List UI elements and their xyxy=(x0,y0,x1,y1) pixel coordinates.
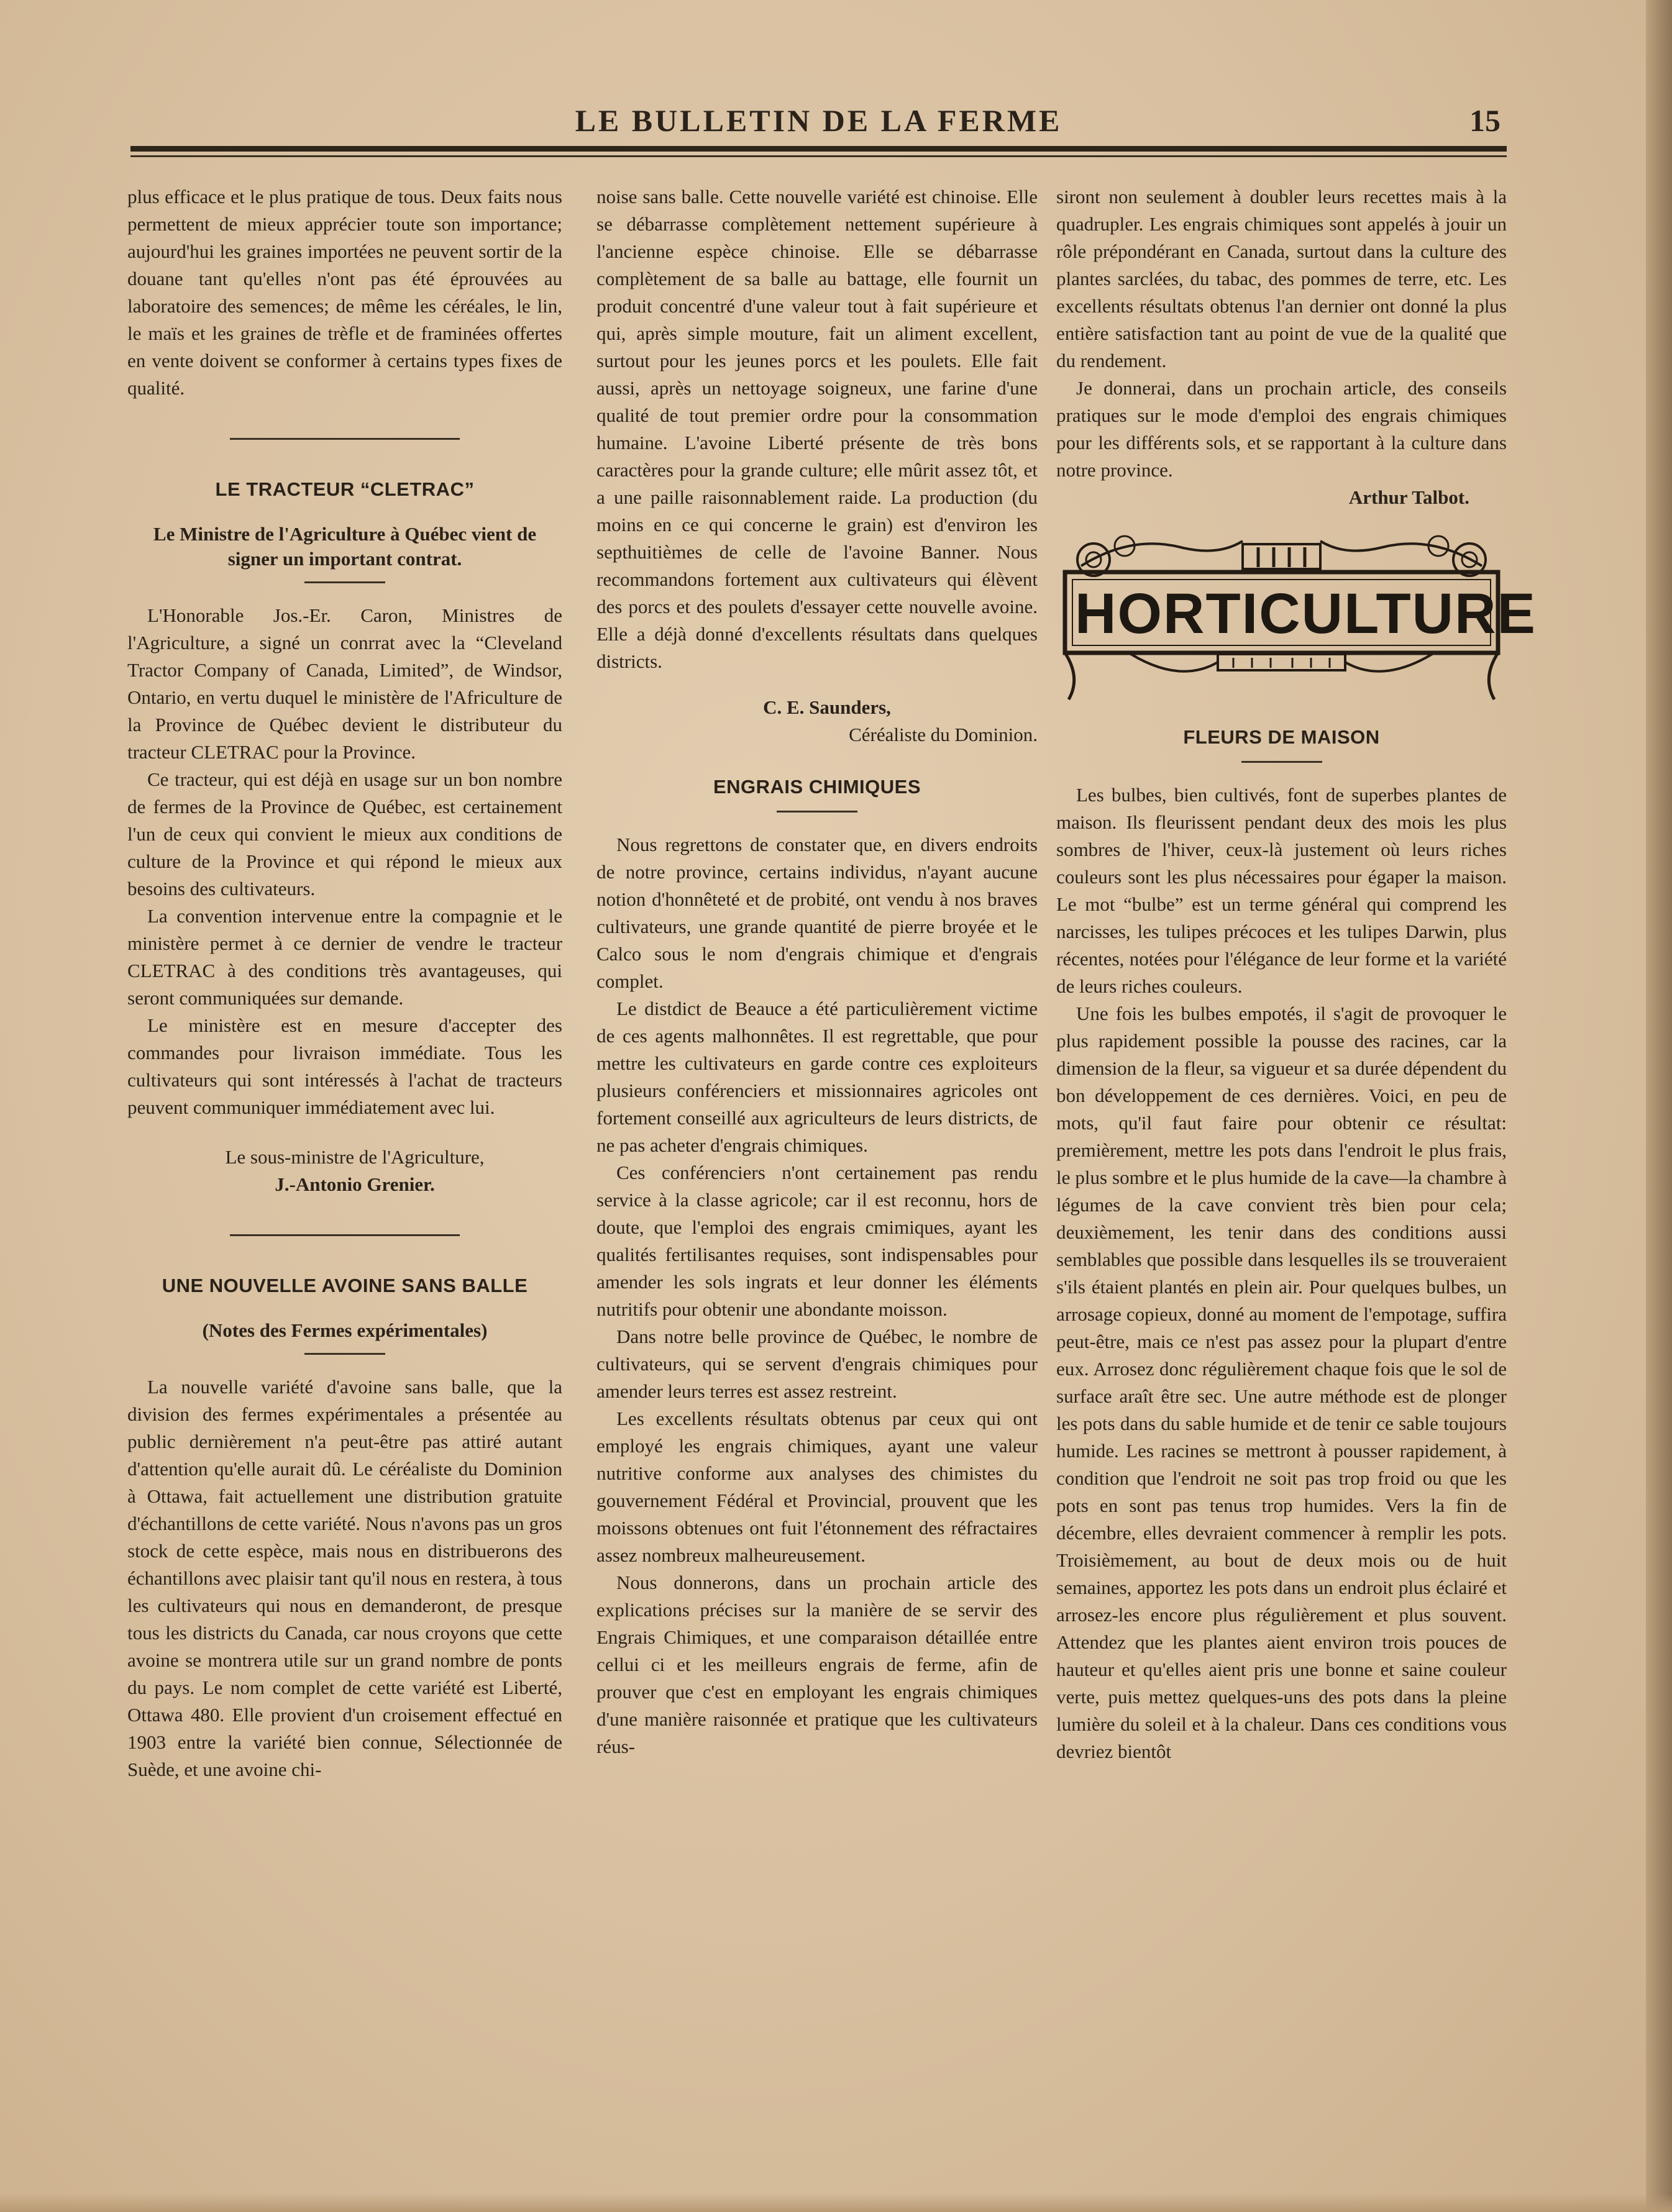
avoine-signature-title: Céréaliste du Dominion. xyxy=(849,724,1038,745)
avoine-signature-name: C. E. Saunders, xyxy=(763,696,891,718)
avoine-continued-paragraph: noise sans balle. Cette nouvelle variété est chinoise. Elle se débarrasse complètement nettement supérieure à l'ancienne espèce chinoise. Elle se débarrasse complètement de sa balle au battage, elle fournit un produit concentré d'une valeur tout à fait supérieure et qui, après simple mouture, fait un aliment excellent, surtout pour les jeunes porcs et les poulets. Elle fait aussi, après un nettoyage soigneux, une farine d'une qualité de tout premier ordre pour la consommation humaine. L'avoine Liberté présente de très bons caractères pour la grande culture; elle mûrit assez tôt, et a une paille raisonnablement raide. La production (du moins en ce qui concerne le grain) est d'environ les septhuitièmes de celle de l'avoine Banner. Nous recommandons fortement aux cultivateurs qui élèvent des porcs et des poulets d'essayer cette nouvelle avoine. Elle a déjà donné d'excellents résultats dans quelques districts. xyxy=(596,186,1038,672)
section-separator xyxy=(230,438,460,440)
section-separator xyxy=(230,1234,460,1236)
page-edge-shadow xyxy=(1646,0,1672,2212)
publication-title: LE BULLETIN DE LA FERME xyxy=(575,103,1062,138)
engrais-paragraph: Les excellents résultats obtenus par ceux qui ont employé les engrais chimiques, ayant une valeur nutritive conforme aux analyses des chimistes du gouvernement Fédéral et Provincial, prouvent que les moissons obtenues ont fuit l'étonnement des réfractaires assez nombreux malheureusement. xyxy=(596,1408,1038,1566)
fleurs-paragraph: Une fois les bulbes empotés, il s'agit de provoquer le plus rapidement possible la pousse des racines, car la dimension de la fleur, sa vigueur et sa durée dépendent du bon développement de ces dernières. Voici, en peu de mots, qu'il faut faire pour obtenir ce résultat: premièrement, mettre les pots dans l'endroit le plus frais, le plus sombre et le plus humide de la cave—la chambre à légumes de la cave convient très bien pour cela; deuxièmement, les tenir dans des conditions aussi semblables que possible dans lesquelles ils se trouveraient s'ils étaient plantés en plein air. Pour quelques bulbes, un arrosage copieux, donné au moment de l'empotage, suffira peut-être, mais ce n'est pas assez pour la plupart d'entre eux. Arrosez donc régulièrement chaque fois que le sol de surface araît être sec. Une autre méthode est de plonger les pots dans du sable humide et de tenir ce sable toujours humide. Les racines se mettront à pousser rapidement, à condition que l'endroit ne soit pas trop froid ou que les pots en sont pas tenus trop humides. Vers la fin de décembre, elles devraient commencer à remplir les pots. Troisièmement, au bout de deux mois ou de huit semaines, apportez les pots dans un endroit plus éclairé et arrosez-les encore plus régulièrement et plus souvent. Attendez que les plantes aient environ trois pouces de hauteur et qu'elles aient pris une bonne et saine couleur verte, puis mettez quelques-uns des pots dans la pleine lumière du soleil et à la chaleur. Dans ces conditions vous devriez bientôt xyxy=(1056,1003,1507,1762)
page-header xyxy=(130,102,1507,149)
avoine-heading: UNE NOUVELLE AVOINE SANS BALLE xyxy=(162,1275,528,1296)
cletrac-subheading: Le Ministre de l'Agriculture à Québec vient de signer un important contrat. xyxy=(153,523,537,570)
page-number: 15 xyxy=(1469,103,1501,138)
cletrac-paragraph: Le ministère est en mesure d'accepter des commandes pour livraison immédiate. Tous les cultivateurs qui sont intéressés à l'achat de tracteurs peuvent communiquer immédiatement avec lui. xyxy=(127,1014,562,1118)
cletrac-signature-title: Le sous-ministre de l'Agriculture, xyxy=(225,1146,485,1168)
engrais-continued-paragraph: Je donnerai, dans un prochain article, des conseils pratiques sur le mode d'emploi des engrais chimiques pour les différents sols, et se rapportant à la culture dans notre province. xyxy=(1056,377,1507,481)
cletrac-short-rule xyxy=(304,581,385,583)
engrais-paragraph: Ces conférenciers n'ont certainement pas rendu service à la classe agricole; car il est reconnu, hors de doute, que l'emploi des engrais cmimiques, ayant les qualités fertilisantes requises, sont indispensables pour amender les sols ingrats et leur donner les éléments nutritifs pour obtenir une abondante moisson. xyxy=(596,1162,1038,1320)
horticulture-banner xyxy=(1056,522,1537,709)
engrais-paragraph: Dans notre belle province de Québec, le nombre de cultivateurs, qui se servent d'engrais chimiques pour amender leurs terres est assez restreint. xyxy=(596,1326,1038,1402)
engrais-signature: Arthur Talbot. xyxy=(1348,486,1469,508)
cletrac-paragraph: Ce tracteur, qui est déjà en usage sur un bon nombre de fermes de la Province de Québec, est certainement l'un de ceux qui convient le mieux aux conditions de culture de la Province et qui répond le mieux aux besoins des cultivateurs. xyxy=(127,768,562,899)
fleurs-short-rule xyxy=(1241,761,1322,763)
engrais-paragraph: Nous regrettons de constater que, en divers endroits de notre province, certains individus, n'ayant aucune notion d'honnêteté et de probité, ont vendu à nos braves cultivateurs, une grande quantité de pierre broyée et le Calco sous le nom d'engrais chimique et d'engrais complet. xyxy=(596,834,1038,992)
banner-title: HORTICULTURE xyxy=(1075,582,1537,645)
intro-paragraph: plus efficace et le plus pratique de tous. Deux faits nous permettent de mieux apprécier toute son importance; aujourd'hui les graines importées ne peuvent sortir de la douane tant qu'elles n'ont pas été éprouvées au laboratoire des semences; de même les céréales, le lin, le maïs et les graines de trèfle et de framinées offertes en vente doivent se conformer à certains types fixes de qualité. xyxy=(127,186,562,399)
cletrac-heading: LE TRACTEUR “CLETRAC” xyxy=(215,478,475,500)
fleurs-paragraph: Les bulbes, bien cultivés, font de superbes plantes de maison. Ils fleurissent pendant deux des mois les plus sombres de l'hiver, ceux-là justement où leurs riches couleurs sont les plus nécessaires pour égaper la maison. Le mot “bulbe” est un terme général qui comprend les narcisses, les tulipes précoces et les tulipes Darwin, plus récentes, notées pour l'élégance de leur forme et la variété de leurs riches couleurs. xyxy=(1056,784,1507,997)
cletrac-paragraph: L'Honorable Jos.-Er. Caron, Ministres de l'Agriculture, a signé un conrrat avec la “Cleveland Tractor Company of Canada, Limited”, de Windsor, Ontario, en vertu duquel le ministère de l'Africulture de la Province de Québec devient le distributeur du tracteur CLETRAC pour la Province. xyxy=(127,604,562,763)
page-bottom-shadow xyxy=(0,2193,1672,2212)
avoine-paragraph: La nouvelle variété d'avoine sans balle, que la division des fermes expérimentales a présentée au public dernièrement n'a peut-être pas attiré autant d'attention qu'elle aurait dû. Le céréaliste du Dominion à Ottawa, fait actuellement une distribution gratuite d'échantillons de cette variété. Nous n'avons pas un gros stock de cette espèce, mais nous en distribuerons des échantillons avec plaisir tant qu'il nous en restera, à tous les cultivateurs qui nous en demanderont, de presque tous les districts du Canada, car nous croyons que cette avoine se montrera utile sur un grand nombre de ponts du pays. Le nom complet de cette variété est Liberté, Ottawa 480. Elle provient d'un croisement effectué en 1903 entre la variété bien connue, Sélectionnée de Suède, et une avoine chi- xyxy=(127,1376,562,1780)
column-3 xyxy=(1056,183,1537,1765)
column-1 xyxy=(127,183,562,1783)
fleurs-heading: FLEURS DE MAISON xyxy=(1183,726,1380,748)
cletrac-paragraph: La convention intervenue entre la compagnie et le ministère permet à ce dernier de vendre le tracteur CLETRAC à des conditions très avantageuses, qui seront communiquées sur demande. xyxy=(127,905,562,1009)
avoine-short-rule xyxy=(304,1353,385,1355)
column-2 xyxy=(596,183,1038,1760)
engrais-heading: ENGRAIS CHIMIQUES xyxy=(713,776,921,798)
engrais-paragraph: Le distdict de Beauce a été particulièrement victime de ces agents malhonnêtes. Il est regrettable, que pour mettre les cultivateurs en garde contre ces exploiteurs plusieurs conférenciers et missionnaires agricoles ont fortement conseillé aux agriculteurs de leurs districts, de ne pas acheter d'engrais chimiques. xyxy=(596,998,1038,1156)
engrais-paragraph: Nous donnerons, dans un prochain article des explications précises sur la manière de se servir des Engrais Chimiques, et une comparaison détaillée entre cellui ci et les meilleurs engrais de ferme, afin de prouver que c'est en employant les engrais chimiques d'une manière raisonnée et pratique que les cultivateurs réus- xyxy=(596,1572,1038,1757)
avoine-subheading: (Notes des Fermes expérimentales) xyxy=(202,1319,488,1341)
header-rule-thin xyxy=(130,155,1507,157)
engrais-continued-paragraph: siront non seulement à doubler leurs recettes mais à la quadrupler. Les engrais chimiques sont appelés à jouir un rôle prépondérant en Canada, surtout dans la culture des plantes sarclées, du tabac, des pommes de terre, etc. Les excellents résultats obtenus l'an dernier ont donné la plus entière satisfaction tant au point de vue de la qualité que du rendement. xyxy=(1056,186,1507,371)
header-rule-thick xyxy=(130,146,1507,152)
cletrac-signature-name: J.-Antonio Grenier. xyxy=(275,1173,435,1195)
engrais-short-rule xyxy=(777,811,857,812)
